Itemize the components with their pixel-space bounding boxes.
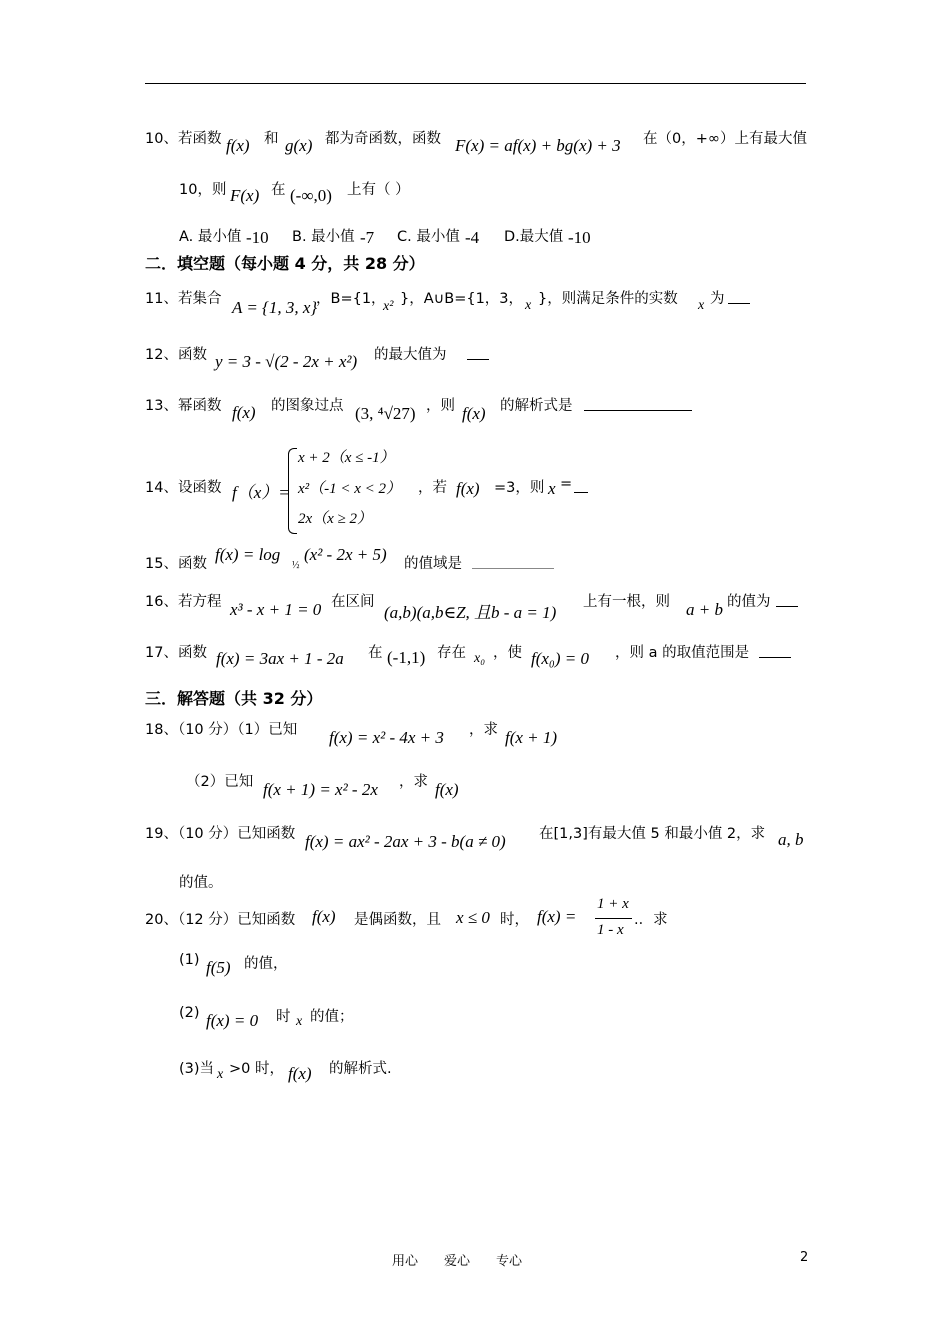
- q20-p2-b: 时: [276, 1009, 291, 1025]
- q13-f2: f(x): [462, 404, 486, 423]
- header-rule: [145, 83, 806, 84]
- q13-f: f(x): [232, 403, 256, 422]
- q10-interval: (-∞,0): [290, 186, 332, 205]
- q13-point: (3, ⁴√27): [355, 404, 416, 423]
- q14-answer-blank[interactable]: [574, 478, 588, 493]
- q13-b: 的图象过点: [271, 398, 344, 414]
- q18-find2: f(x): [435, 780, 459, 799]
- q10-optB-label: B. 最小值: [292, 229, 355, 245]
- q10-F2: F(x): [230, 186, 260, 205]
- q18-given2: f(x + 1) = x² - 2x: [263, 780, 378, 799]
- q17-eq: f(x₀) = 0: [531, 649, 589, 668]
- q18-d: ，求: [399, 774, 428, 790]
- q18-given1: f(x) = x² - 4x + 3: [329, 728, 444, 747]
- q17-e: ，则 a 的取值范围是: [615, 645, 750, 661]
- q20-p1: (1): [179, 952, 200, 968]
- q13-answer-blank[interactable]: [584, 396, 692, 411]
- q20-d: .．求: [634, 912, 668, 928]
- section-3-heading: 三．解答题（共 32 分）: [145, 689, 323, 708]
- q15-arg: (x² - 2x + 5): [304, 545, 387, 564]
- q14-case1: x + 2（x ≤ -1）: [298, 450, 395, 466]
- q16-sum: a + b: [686, 600, 723, 619]
- q16-c: 上有一根，则: [583, 594, 670, 610]
- q10-line2b: 上有（ ）: [347, 182, 410, 198]
- q10-line2a: 10，则: [179, 182, 227, 198]
- q10-mid: 都为奇函数，函数: [325, 131, 441, 147]
- q18-b: ，求: [469, 722, 498, 738]
- q18-a: 18、（10 分）（1）已知: [145, 722, 298, 738]
- q20-p3: (3)当: [179, 1061, 215, 1077]
- q16-answer-blank[interactable]: [776, 592, 798, 607]
- q10-on: 在: [271, 182, 286, 198]
- q10-optA-val: -10: [246, 228, 269, 247]
- q19-c: 的值。: [179, 875, 223, 891]
- q11-a: 11、若集合: [145, 291, 222, 307]
- q14-c: =3，则: [494, 480, 545, 496]
- q10-g: g(x): [285, 136, 313, 155]
- q15-base: ½: [292, 560, 300, 571]
- q17-x0: x₀: [474, 651, 486, 666]
- q16-d: 的值为: [727, 594, 771, 610]
- q11-e: 为: [710, 291, 725, 307]
- question-10-line1: [145, 127, 221, 148]
- q12-expr: y = 3 - √(2 - 2x + x²): [215, 352, 358, 371]
- q10-optC-label: C. 最小值: [397, 229, 460, 245]
- footer-motto: 用心 爱心 专心: [392, 1254, 523, 1269]
- q11-answer-blank[interactable]: [728, 289, 750, 304]
- q12-answer-blank[interactable]: [467, 345, 489, 360]
- q10-tail: 在（0，+∞）上有最大值: [643, 131, 807, 147]
- q14-b: ，若: [418, 480, 447, 496]
- q11-b: ，B={1，: [316, 291, 386, 307]
- q17-a: 17、函数: [145, 645, 207, 661]
- q19-a: 19、（10 分）已知函数: [145, 826, 296, 842]
- q14-f: f(x): [456, 479, 480, 498]
- q11-c: }，A∪B={1，3，: [400, 291, 524, 307]
- q16-eq: x³ - x + 1 = 0: [230, 600, 322, 619]
- piecewise-brace: [288, 448, 297, 534]
- q11-x: x: [525, 298, 532, 313]
- q20-numerator: 1 + x: [597, 896, 629, 912]
- q11-x2: x²: [383, 299, 394, 314]
- q11-x3: x: [698, 298, 705, 313]
- q10-F: F(x) = af(x) + bg(x) + 3: [455, 136, 621, 155]
- q12-a: 12、函数: [145, 347, 207, 363]
- q20-cond: x ≤ 0: [456, 908, 490, 927]
- q16-cond: (a,b)(a,b∈Z, 且b - a = 1): [384, 603, 557, 622]
- q10-f: f(x): [226, 136, 250, 155]
- q20-p3-x: x: [217, 1067, 224, 1082]
- q19-b: 在[1,3]有最大值 5 和最小值 2，求: [539, 826, 766, 842]
- q20-p2-x: x: [296, 1014, 303, 1029]
- q20-p3-expr: f(x): [288, 1064, 312, 1083]
- q19-ab: a, b: [778, 830, 804, 849]
- q14-d: =: [560, 476, 573, 492]
- q18-c: （2）已知: [186, 774, 254, 790]
- q20-p2: (2): [179, 1005, 200, 1021]
- q10-optC-val: -4: [465, 228, 480, 247]
- q15-a: 15、函数: [145, 556, 207, 572]
- q17-answer-blank[interactable]: [759, 643, 791, 658]
- q16-a: 16、若方程: [145, 594, 222, 610]
- q17-expr: f(x) = 3ax + 1 - 2a: [216, 649, 344, 668]
- q18-find1: f(x + 1): [505, 728, 558, 747]
- q15-expr: f(x) = log: [215, 545, 281, 564]
- q13-c: ，则: [426, 398, 455, 414]
- q20-p3-b: >0 时，: [229, 1061, 284, 1077]
- q12-b: 的最大值为: [374, 347, 447, 363]
- q20-a: 20、（12 分）已知函数: [145, 912, 296, 928]
- section-2-heading: 二．填空题（每小题 4 分，共 28 分）: [145, 254, 425, 273]
- q10-optD-val: -10: [568, 228, 591, 247]
- q14-fx: f（x）=: [232, 483, 290, 502]
- q17-interval: (-1,1): [387, 648, 426, 667]
- q15-answer-blank[interactable]: [472, 568, 554, 569]
- q10-and: 和: [264, 131, 279, 147]
- q13-a: 13、幂函数: [145, 398, 222, 414]
- q10-optD-label: D.最大值: [504, 229, 564, 245]
- q20-b: 是偶函数，且: [354, 912, 441, 928]
- q19-expr: f(x) = ax² - 2ax + 3 - b(a ≠ 0): [305, 832, 506, 851]
- q13-d: 的解析式是: [500, 398, 573, 414]
- q16-b: 在区间: [331, 594, 375, 610]
- q20-p3-c: 的解析式.: [329, 1061, 392, 1077]
- q14-case2: x²（-1 < x < 2）: [298, 481, 402, 497]
- q17-b: 在: [368, 645, 383, 661]
- q20-p2-c: 的值；: [310, 1009, 354, 1025]
- q20-c: 时，: [500, 912, 529, 928]
- q14-x: x: [548, 479, 556, 498]
- q15-b: 的值域是: [404, 556, 462, 572]
- q10-text: 10、若函数: [145, 131, 222, 147]
- q20-p1-expr: f(5): [206, 958, 231, 977]
- q20-denominator: 1 - x: [597, 922, 624, 938]
- q17-c: 存在: [437, 645, 466, 661]
- q10-optB-val: -7: [360, 228, 375, 247]
- q20-fraction-bar: [595, 918, 632, 919]
- q14-a: 14、设函数: [145, 480, 222, 496]
- q20-f: f(x): [312, 907, 336, 926]
- q20-p1-b: 的值，: [244, 956, 288, 972]
- q17-d: ，使: [493, 645, 522, 661]
- q11-setA: A = {1, 3, x}: [232, 298, 318, 317]
- page-number: 2: [800, 1250, 809, 1265]
- q10-optA-label: A. 最小值: [179, 229, 242, 245]
- q11-d: }，则满足条件的实数: [538, 291, 678, 307]
- q14-case3: 2x（x ≥ 2）: [298, 511, 373, 527]
- q20-fx: f(x) =: [537, 907, 577, 926]
- q20-p2-expr: f(x) = 0: [206, 1011, 259, 1030]
